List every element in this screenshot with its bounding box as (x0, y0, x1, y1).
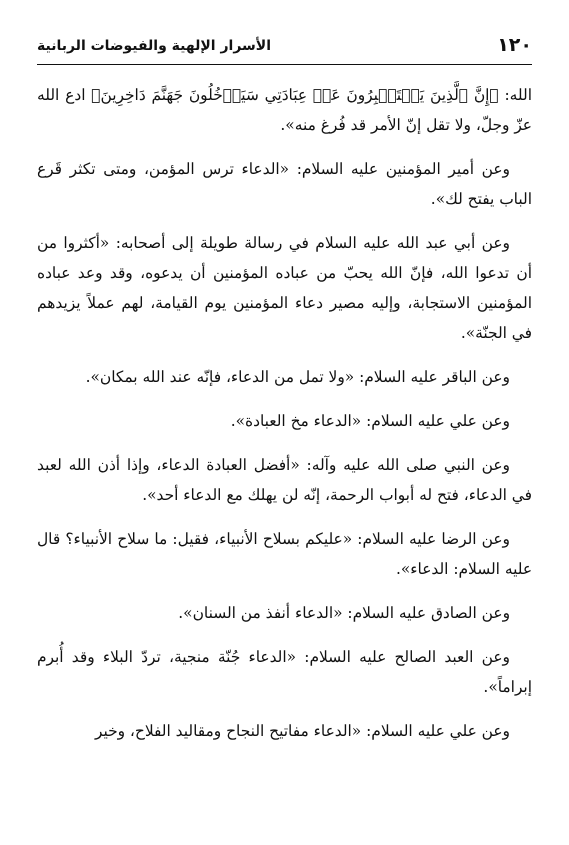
paragraph-amir-al-muminin: وعن أمير المؤمنين عليه السلام: «الدعاء ترس المؤمن، ومتى تكثر قَرع الباب يفتح لك». (37, 160, 532, 208)
paragraph-ali-second: وعن علي عليه السلام: «الدعاء مفاتيح النجاح ومقاليد الفلاح، وخير (94, 722, 510, 740)
paragraph-ali: وعن علي عليه السلام: «الدعاء مخ العبادة». (230, 412, 510, 430)
paragraph-al-rida: وعن الرضا عليه السلام: «عليكم بسلاح الأنبياء، فقيل: ما سلاح الأنبياء؟ قال عليه السلام: الدعاء». (37, 530, 532, 578)
running-header (37, 34, 532, 62)
paragraph-abi-abdillah: وعن أبي عبد الله عليه السلام في رسالة طويلة إلى أصحابه: «أكثروا من أن تدعوا الله، فإنّ الله يحبّ من عباده المؤمنين أن يدعوه، وقد وعد عباده المؤمنين الاستجابة، وإليه مصير دعاء المؤمنين يوم القيامة، لهم عملاً يزيدهم في الجنّة». (37, 234, 532, 342)
page-number: ١٢٠ (497, 34, 532, 56)
running-header-title: الأسرار الإلهية والفيوضات الربانية (37, 38, 272, 54)
paragraph-al-baqir: وعن الباقر عليه السلام: «ولا تمل من الدعاء، فإنّه عند الله بمكان». (85, 368, 510, 386)
header-divider (37, 64, 532, 65)
page-body (37, 80, 532, 760)
paragraph-al-sadiq: وعن الصادق عليه السلام: «الدعاء أنفذ من السنان». (178, 604, 510, 622)
paragraph-al-abd-al-salih: وعن العبد الصالح عليه السلام: «الدعاء جُنّة منجية، تردّ البلاء وقد أُبرم إبراماً». (37, 648, 532, 696)
paragraph-al-nabi: وعن النبي صلى الله عليه وآله: «أفضل العبادة الدعاء، وإذا أذن الله لعبد في الدعاء، فتح له أبواب الرحمة، إنّه لن يهلك مع الدعاء أحد». (37, 456, 532, 504)
paragraph-continuation: الله: ﴿إِنَّ ٱلَّذِينَ يَسۡتَكۡبِرُونَ عَنۡ عِبَادَتِي سَيَدۡخُلُونَ جَهَنَّمَ دَاخِرِينَ﴾ ادع الله عزّ وجلّ، ولا تقل إنّ الأمر قد فُرغ منه». (37, 86, 532, 134)
